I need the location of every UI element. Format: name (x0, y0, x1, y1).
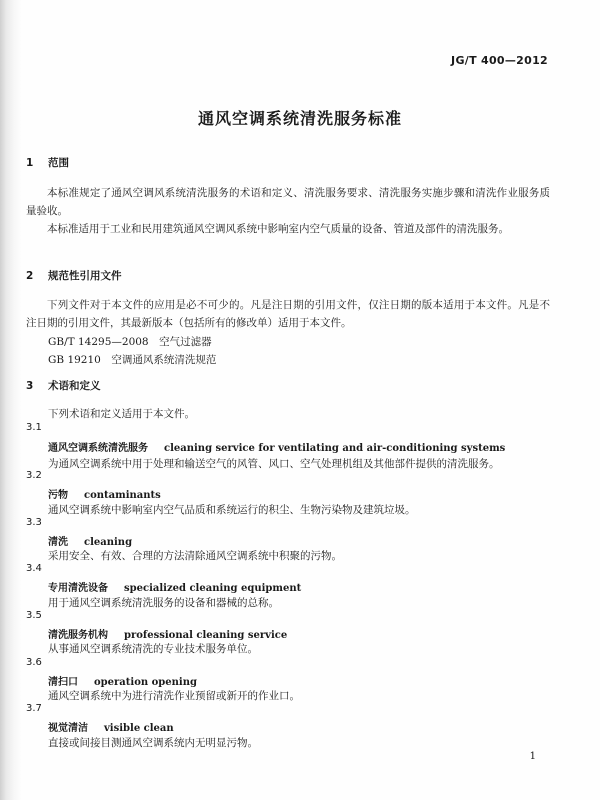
term-title: 清洗 cleaning (48, 537, 133, 548)
page-number: 1 (529, 751, 536, 762)
section-1-paragraph-1: 本标准规定了通风空调风系统清洗服务的术语和定义、清洗服务要求、清洗服务实施步骤和清洗作业服务质量验收。 (26, 187, 550, 217)
term-definition: 用于通风空调系统清洗服务的设备和器械的总称。 (48, 597, 279, 609)
term-number: 3.3 (26, 517, 42, 528)
term-definition: 通风空调系统中影响室内空气品质和系统运行的积尘、生物污染物及建筑垃圾。 (48, 504, 416, 516)
term-number: 3.1 (26, 422, 42, 433)
term-title: 清扫口 operation opening (48, 677, 197, 688)
term-number: 3.6 (26, 657, 42, 668)
section-heading-2: 2 规范性引用文件 (26, 270, 122, 282)
term-definition: 从事通风空调系统清洗的专业技术服务单位。 (48, 643, 258, 655)
term-title: 污物 contaminants (48, 490, 161, 501)
term-title: 视觉清洁 visible clean (48, 723, 174, 734)
term-title: 通风空调系统清洗服务 cleaning service for ventilating and air-conditioning systems (48, 443, 506, 454)
term-title: 专用清洗设备 specialized cleaning equipment (48, 583, 302, 594)
term-number: 3.7 (26, 703, 42, 714)
reference-item: GB/T 14295—2008 空气过滤器 (48, 336, 212, 348)
document-title: 通风空调系统清洗服务标准 (197, 109, 402, 128)
section-heading-3: 3 术语和定义 (26, 380, 101, 392)
term-number: 3.5 (26, 610, 42, 621)
section-3-intro: 下列术语和定义适用于本文件。 (48, 408, 195, 420)
term-definition: 为通风空调系统中用于处理和输送空气的风管、风口、空气处理机组及其他部件提供的清洗服务。 (48, 458, 500, 470)
term-definition: 直接或间接目测通风空调系统内无明显污物。 (48, 737, 258, 749)
term-title: 清洗服务机构 professional cleaning service (48, 630, 288, 641)
section-2-paragraph: 下列文件对于本文件的应用是必不可少的。凡是注日期的引用文件，仅注日期的版本适用于本文件。凡是不注日期的引用文件，其最新版本（包括所有的修改单）适用于本文件。 (26, 299, 550, 329)
section-heading-1: 1 范围 (26, 157, 69, 169)
term-definition: 通风空调系统中为进行清洗作业预留或新开的作业口。 (48, 690, 300, 702)
term-definition: 采用安全、有效、合理的方法清除通风空调系统中积聚的污物。 (48, 550, 342, 562)
term-number: 3.4 (26, 563, 42, 574)
section-1-paragraph-2: 本标准适用于工业和民用建筑通风空调风系统中影响室内空气质量的设备、管道及部件的清洗服务。 (47, 223, 509, 235)
term-number: 3.2 (26, 470, 42, 481)
reference-item: GB 19210 空调通风系统清洗规范 (48, 354, 217, 366)
standard-code: JG/T 400—2012 (451, 54, 548, 67)
